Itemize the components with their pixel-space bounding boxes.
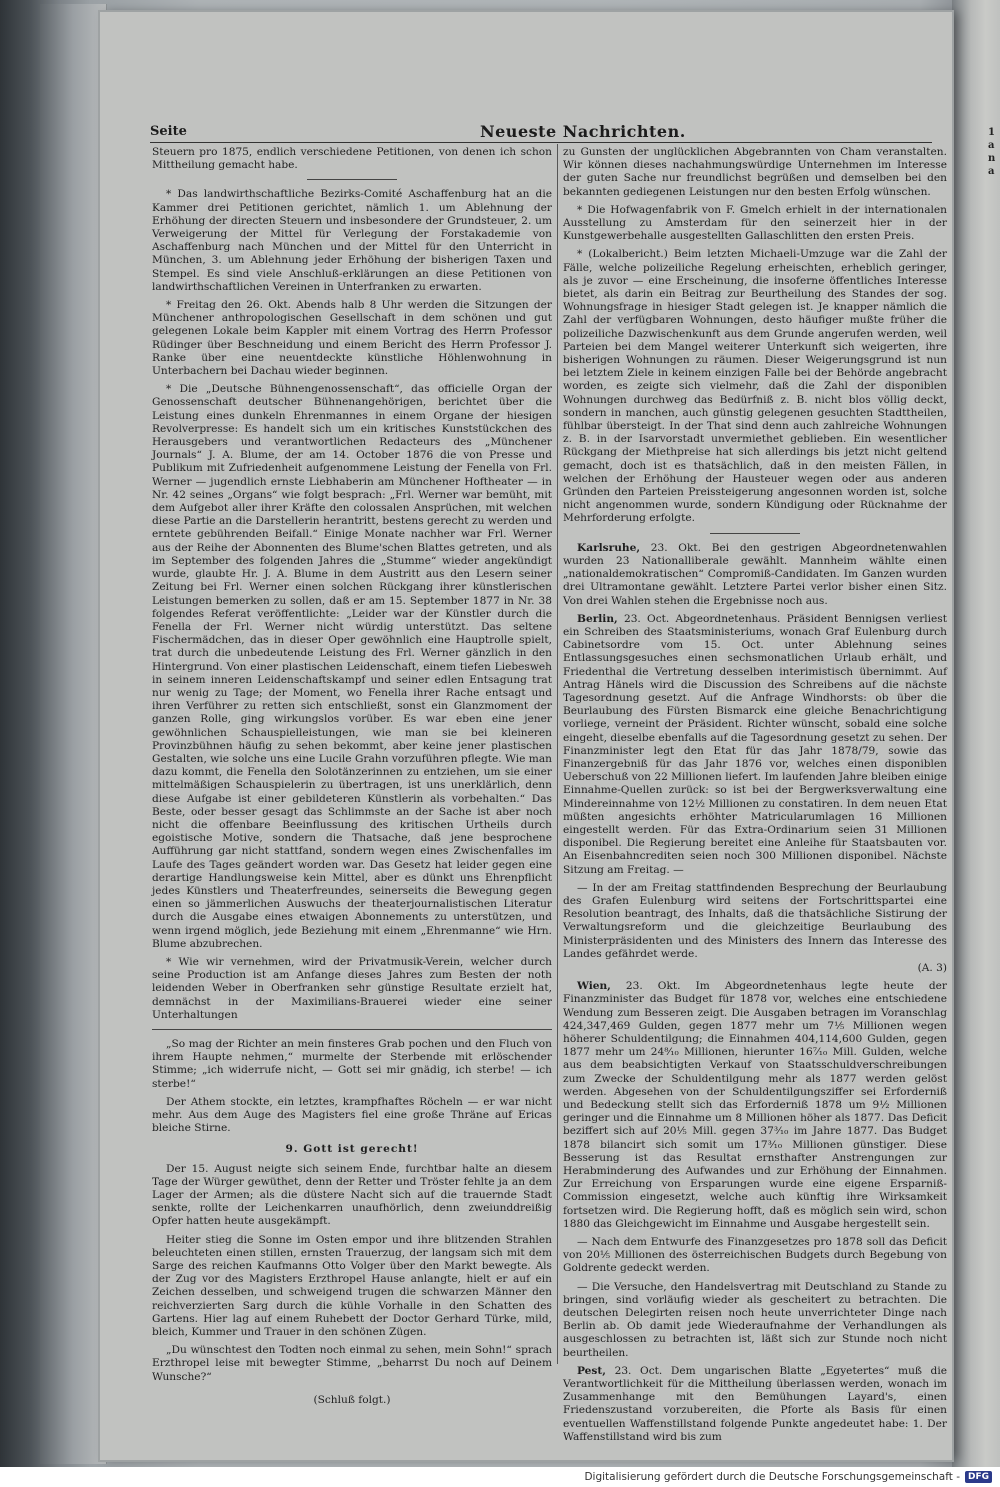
news-item: [563, 542, 947, 608]
footer-bar: [0, 1467, 1000, 1487]
left-column: [152, 146, 552, 1412]
separator: [152, 1029, 552, 1030]
news-text: — Nach dem Entwurfe des Finanzgesetzes pro 1878 soll das Deficit von 20⅕ Millionen des österreichischen Budgets durch Begebung von Goldrente gedeckt werden.: [563, 1236, 947, 1275]
article-paragraph: Steuern pro 1875, endlich verschiedene Petitionen, von denen ich schon Mittheilung gemacht habe.: [152, 146, 552, 172]
continued-note: (Schluß folgt.): [313, 1393, 391, 1406]
edge-char: n: [988, 153, 996, 164]
column-divider: [557, 144, 558, 1364]
news-item: [563, 1365, 947, 1444]
news-item: [563, 1281, 947, 1360]
story-paragraph: Heiter stieg die Sonne im Osten empor und ihre blitzenden Strahlen beleuchteten einen stillen, ernsten Trauerzug, der langsam sich mit dem Sarge des reichen Kaufmanns Otto Volger über den Markt bewegte. Als der Zug vor des Magisters Erzthropel Hause anlangte, hielt er auf ein Zeichen desselben, und schweigend trugen die schwarzen Männer den reichverzierten Sarg durch die kühle Vorhalle in den Schatten des Gartens. Hier lag auf einem Ruhebett der Doctor Gerhard Türke, mild, bleich, Kummer und Trauer in den schönen Zügen.: [152, 1233, 552, 1339]
page-header: [150, 124, 930, 142]
right-page-stack: [952, 0, 1000, 1467]
edge-char: a: [988, 140, 995, 151]
news-text: — In der am Freitag stattfindenden Besprechung der Beurlaubung des Grafen Eulenburg wird seitens der Fortschrittspartei eine Resolution beantragt, des Inhalts, daß die thatsächliche Sistirung der Verwaltungsreform und die gleichzeitige Beurlaubung des Ministerpräsidenten und des Ministers des Innern das Interesse des Landes gefährdet werde.: [563, 881, 947, 960]
news-text: 23. Oct. Dem ungarischen Blatte „Egyetertes“ muß die Verantwortlichkeit für die Mittheilung überlassen werden, wonach im Zusammenhange mit den Bemühungen Layard's, einen Friedenszustand vorzubereiten, die Pforte als Basis für einen eventuellen Waffenstillstand folgende Punkte angedeutet habe: 1. Der Waffenstillstand wird bis zum: [563, 1364, 947, 1443]
article-paragraph: * Die „Deutsche Bühnengenossenschaft“, das officielle Organ der Genossenschaft deutscher Bühnenangehörigen, berichtet über die Leistung eines dunkeln Ehrenmannes in einem Organe der hiesigen Revolverpresse: Es handelt sich um ein kritisches Kunststückchen des Herausgebers und verantwortlichen Redacteurs des „Münchener Journals“ J. A. Blume, der am 14. October 1876 die von Presse und Publikum mit Zufriedenheit aufgenommene Leistung der Fenella von Frl. Werner — jugendlich ernste Liebhaberin am Münchener Hoftheater — in Nr. 42 seines „Organs“ wie folgt besprach: „Frl. Werner war bemüht, mit dem Aufgebot aller ihrer Kräfte den colossalen Ansprüchen, mit welchen diese Partie an die Darstellerin herantritt, bestens gerecht zu werden und erntete gebührenden Beifall.“ Einige Monate nachher war Frl. Werner aus der Reihe der Abonnenten des Blume'schen Blattes getreten, und als im September des folgenden Jahres die „Stumme“ wieder angekündigt wurde, glaubte Hr. J. A. Blume in dem Austritt aus den Lesern seiner Zeitung bei Frl. Werner einen solchen Rückgang ihrer künstlerischen Leistungen bemerken zu sollen, daß er am 15. September 1877 in Nr. 38 folgendes Referat veröffentlichte: „Leider war der Künstler durch die Fenella der Frl. Werner nicht würdig unterstützt. Das seltene Fischermädchen, das in dieser Oper gewöhnlich eine Hauptrolle spielt, trat durch die unbedeutende Leistung des Frl. Werner gänzlich in den Hintergrund. Von einer plastischen Leidenschaft, einem tiefen Liebesweh in seinem inneren Leidenschaftskampf und seiner edlen Entsagung trat nur wenig zu Tage; der Moment, wo Fenella ihrer Rache entsagt und ihren Verführer zu retten sich entschließt, sonst ein Glanzmoment der ganzen Rolle, ging wirkungslos vorüber. Es war eben eine jener gewöhnlichen Schauspielleistungen, wie man sie bei kleineren Provinzbühnen häufig zu sehen bekommt, aber keine jener plastischen Gestalten, wie solche uns eine Lucile Grahn vorzuführen pflegte. Wie man dazu kommt, die Fenella den Solotänzerinnen zu entziehen, um sie einer mittelmäßigen Schauspielerin zu übertragen, ist uns unerklärlich, denn diese Aufgabe ist einer gebildeteren Künstlerin als vorbehalten.“ Das Beste, oder besser gesagt das Schlimmste an der Sache ist aber noch nicht die offenbare Beeinflussung des kritischen Urtheils durch egoistische Motive, sondern die Thatsache, daß jene besprochene Aufführung gar nicht stattfand, sondern wegen eines Zwischenfalles im Laufe des Tages geändert worden war. Das Gesetz hat leider gegen eine derartige Handlungsweise kein Mittel, aber es dünkt uns Ehrenpflicht jedes Künstlers und Theaterfreundes, seinerseits die Bewegung gegen einen so jämmerlichen Auswuchs der theaterjournalistischen Literatur durch die Ausgabe eines etwaigen Abonnements zu unterstützen, und wenn irgend möglich, jede Beziehung mit einem „Ehrenmanne“ wie Hrn. Blume abzubrechen.: [152, 383, 552, 950]
article-paragraph: * Die Hofwagenfabrik von F. Gmelch erhielt in der internationalen Ausstellung zu Amsterdam für den seinerzeit hier in der Kunstgewerbehalle ausgestellten Gallaschlitten den ersten Preis.: [563, 203, 947, 243]
edge-char: a: [988, 166, 995, 177]
footer-credit: Digitalisierung gefördert durch die Deutsche Forschungsgemeinschaft -: [584, 1471, 960, 1483]
chapter-heading: 9. Gott ist gerecht!: [285, 1143, 419, 1156]
separator: [710, 533, 800, 534]
news-item: [563, 1236, 947, 1276]
news-item: [563, 980, 947, 1231]
dateline: Karlsruhe,: [577, 541, 641, 554]
story-paragraph: Der 15. August neigte sich seinem Ende, furchtbar halte an diesem Tage der Würger gewüthet, denn der Retter und Tröster fehlte ja an dem Lager der Armen; als die düstere Nacht sich auf die trauernde Stadt senkte, rollte der Leichenkarren unaufhörlich, denn zweiunddreißig Opfer hatten heute ausgekämpft.: [152, 1162, 552, 1228]
story-paragraph: „So mag der Richter an mein finsteres Grab pochen und den Fluch von ihrem Haupte nehmen,“ murmelte der Sterbende mit erlöschender Stimme; „ich widerrufe nicht, — Gott sei mir gnädig, ich sterbe! — ich sterbe!“: [152, 1038, 552, 1090]
page-label: Seite: [150, 124, 187, 139]
dateline: Berlin,: [577, 612, 618, 625]
dateline: Wien,: [577, 980, 611, 993]
dfg-logo: DFG: [965, 1471, 992, 1483]
article-paragraph: zu Gunsten der unglücklichen Abgebrannten von Cham veranstalten. Wir können dieses nachahmungswürdige Unternehmen im Interesse der guten Sache nur freundlichst begrüßen und demselben bei den bekannten gediegenen Leistungen nur den besten Erfolg wünschen.: [563, 146, 947, 198]
article-paragraph: * (Lokalbericht.) Beim letzten Michaeli-Umzuge war die Zahl der Fälle, welche polizeiliche Regelung erheischten, erheblich geringer, als je zuvor — eine Erscheinung, die insoferne öffentliches Interesse bietet, als darin ein Beitrag zur Beurtheilung des Standes der sog. Wohnungsfrage in hiesiger Stadt gelegen ist. Je knapper nämlich die Zahl der verfügbaren Wohnungen, desto häufiger mußte früher die polizeiliche Dazwischenkunft aus dem Grunde angerufen werden, weil Parteien bei dem Mangel weiterer Unterkunft sich weigerten, ihre bisherigen Wohnungen zu räumen. Dieser Weigerungsgrund ist nun bei letztem Ziele in keinem einzigen Falle bei der Behörde angebracht worden, es zeigte sich vielmehr, daß die Zahl der disponiblen Wohnungen durchweg das Bedürfniß z. B. nicht blos völlig deckt, sondern in manchen, auch günstig gelegenen gesuchten Stadttheilen, fühlbar übersteigt. In der That sind denn auch zahlreiche Wohnungen z. B. in der Isarvorstadt unvermiethet geblieben. Ein wesentlicher Rückgang der Miethpreise hat sich allerdings bis jetzt nicht geltend gemacht, doch ist es thatsächlich, daß in den meisten Fällen, in welchen der Erhöhung der Hausteuer wegen oder aus anderen Gründen den Parteien Preissteigerung angesonnen worden ist, solche nicht angenommen wurde, sondern Kündigung oder Rücknahme der Mehrforderung erfolgte.: [563, 248, 947, 525]
article-paragraph: * Freitag den 26. Okt. Abends halb 8 Uhr werden die Sitzungen der Münchener anthropologischen Gesellschaft in dem schönen und gut gelegenen Lokale beim Kappler mit einem Vortrag des Herrn Professor Rüdinger über Beschneidung und einem Bericht des Herrn Professor J. Ranke über eine neuentdeckte künstliche Höhlenwohnung in Unterbachern bei Dachau wieder beginnen.: [152, 299, 552, 378]
story-paragraph: Der Athem stockte, ein letztes, krampfhaftes Röcheln — er war nicht mehr. Aus dem Auge des Magisters fiel eine große Thräne auf Ericas bleiche Stirne.: [152, 1095, 552, 1135]
right-column: [563, 146, 947, 1449]
edge-char: 1: [988, 127, 995, 138]
header-rule: [150, 142, 932, 143]
news-text: — Die Versuche, den Handelsvertrag mit Deutschland zu Stande zu bringen, sind vorläufig wieder als gescheitert zu betrachten. Die deutschen Delegirten reisen noch heute unverrichteter Dinge nach Berlin ab. Ob damit jede Wiederaufnahme der Verhandlungen als ausgeschlossen zu betrachten ist, läßt sich zur Stunde noch nicht beurtheilen.: [563, 1280, 947, 1359]
left-page-stack: [40, 4, 107, 1464]
story-paragraph: „Du wünschtest den Todten noch einmal zu sehen, mein Sohn!“ sprach Erzthropel leise mit bewegter Stimme, „beharrst Du noch auf Deinem Wunsche?“: [152, 1344, 552, 1383]
news-item: [563, 613, 947, 877]
article-paragraph: * Wie wir vernehmen, wird der Privatmusik-Verein, welcher durch seine Production ist am Anfange dieses Jahres zum Besten der noth leidenden Weber in Oberfranken sehr günstige Resultate erzielt hat, demnächst in der Maximilians-Brauerei wieder eine seiner Unterhaltungen: [152, 955, 552, 1021]
signature: (A. 3): [917, 961, 947, 974]
masthead-title: Neueste Nachrichten.: [480, 122, 686, 141]
news-text: 23. Okt. Im Abgeordnetenhaus legte heute der Finanzminister das Budget für 1878 vor, welches eine entschiedene Wendung zum Besseren zeigt. Die Ausgaben betragen im Voranschlag 424,347,469 Gulden, gegen 1877 mehr um 7⅕ Millionen wegen höherer Schuldentilgung; die Einnahmen 404,114,600 Gulden, gegen 1877 mehr um 24⁸⁄₁₀ Millionen, hierunter 16⁷⁄₁₀ Mill. Gulden, welche aus dem beabsichtigten Verkauf von Staatsschuldverschreibungen zum Zwecke der Schuldentilgung mehr als 1877 werden gelöst werden. Abgesehen von der Schuldentilgungsziffer sei Erforderniß und Bedeckung stellt sich das Erforderniß 1878 um 9½ Millionen geringer und die Einnahme um 8 Millionen höher als 1877. Das Deficit beziffert sich auf 20⅕ Mill. gegen 37³⁄₁₀ im Jahre 1877. Das Budget 1878 bilancirt sich somit um 17³⁄₁₀ Millionen günstiger. Diese Besserung ist das Resultat ernsthafter Anstrengungen zur Herabminderung des Aufwandes und zur Erhöhung der Einnahmen. Zur Erreichung von Ersparungen wurde eine eigene Ersparniß-Commission eingesetzt, welche auch künftig ihre Wirksamkeit fortsetzen wird. Die Regierung hofft, daß es möglich sein wird, schon 1880 das Gleichgewicht im Einnahme und Ausgabe hergestellt sein.: [563, 980, 947, 1230]
news-text: 23. Okt. Bei den gestrigen Abgeordnetenwahlen wurden 23 Nationalliberale gewählt. Mannheim wählte einen „nationaldemokratischen“ Compromiß-Candidaten. Im Ganzen wurden drei Ultramontane gewählt. Letztere Partei verlor bisher einen Sitz. Von drei Wahlen stehen die Ergebnisse noch aus.: [563, 541, 948, 607]
edge-text: [988, 126, 1000, 178]
news-item: [563, 882, 947, 961]
dateline: Pest,: [577, 1364, 606, 1377]
separator: [307, 179, 397, 180]
article-paragraph: * Das landwirthschaftliche Bezirks-Comité Aschaffenburg hat an die Kammer drei Petitionen gerichtet, nämlich 1. um Ablehnung der Erhöhung der directen Steuern und insbesondere der Grundsteuer, 2. um Verweigerung der Mittel für Verlegung der Forstakademie von Aschaffenburg nach München und der Mittel für den Unterricht in München, 3. um Ablehnung jeder Erhöhung der bisherigen Taxen und Stempel. Es sind viele Anschluß-erklärungen an diese Petitionen von landwirthschaftlichen Vereinen in Unterfranken zu erwarten.: [152, 188, 552, 293]
news-text: 23. Oct. Abgeordnetenhaus. Präsident Bennigsen verliest ein Schreiben des Staatsministeriums, wonach Graf Eulenburg durch Cabinetsordre vom 15. Oct. unter Ablehnung seines Entlassungsgesuches einen sechsmonatlichen Urlaub erhält, und Friedenthal die Vertretung desselben interimistisch übernimmt. Auf Antrag Hänels wird die Discussion des Schreibens auf die nächste Tagesordnung gesetzt. Auf die Anfrage Windhorsts: ob über die Beurlaubung des Fürsten Bismarck eine gleiche Benachrichtigung vorliege, verneint der Präsident. Richter wünscht, sobald eine solche eingeht, dieselbe ebenfalls auf die Tagesordnung gesetzt zu sehen. Der Finanzminister legt den Etat für das Jahr 1878/79, sowie das Finanzergebniß für das Jahr 1876 vor, welches einen disponiblen Ueberschuß von 22 Millionen liefert. Im laufenden Jahre bleiben einige Einnahme-Quellen zurück: so ist bei der Bergwerksverwaltung eine Mindereinnahme von 12½ Millionen zu constatiren. In dem neuen Etat müßten angesichts erhöhter Matricularumlagen 16 Millionen eingestellt werden. Für das Extra-Ordinarium seien 31 Millionen disponibel. Die Regierung bereitet eine Anleihe für Staatsbauten vor. An Eisenbahncrediten seien noch 300 Millionen disponibel. Nächste Sitzung am Freitag. —: [563, 612, 947, 876]
